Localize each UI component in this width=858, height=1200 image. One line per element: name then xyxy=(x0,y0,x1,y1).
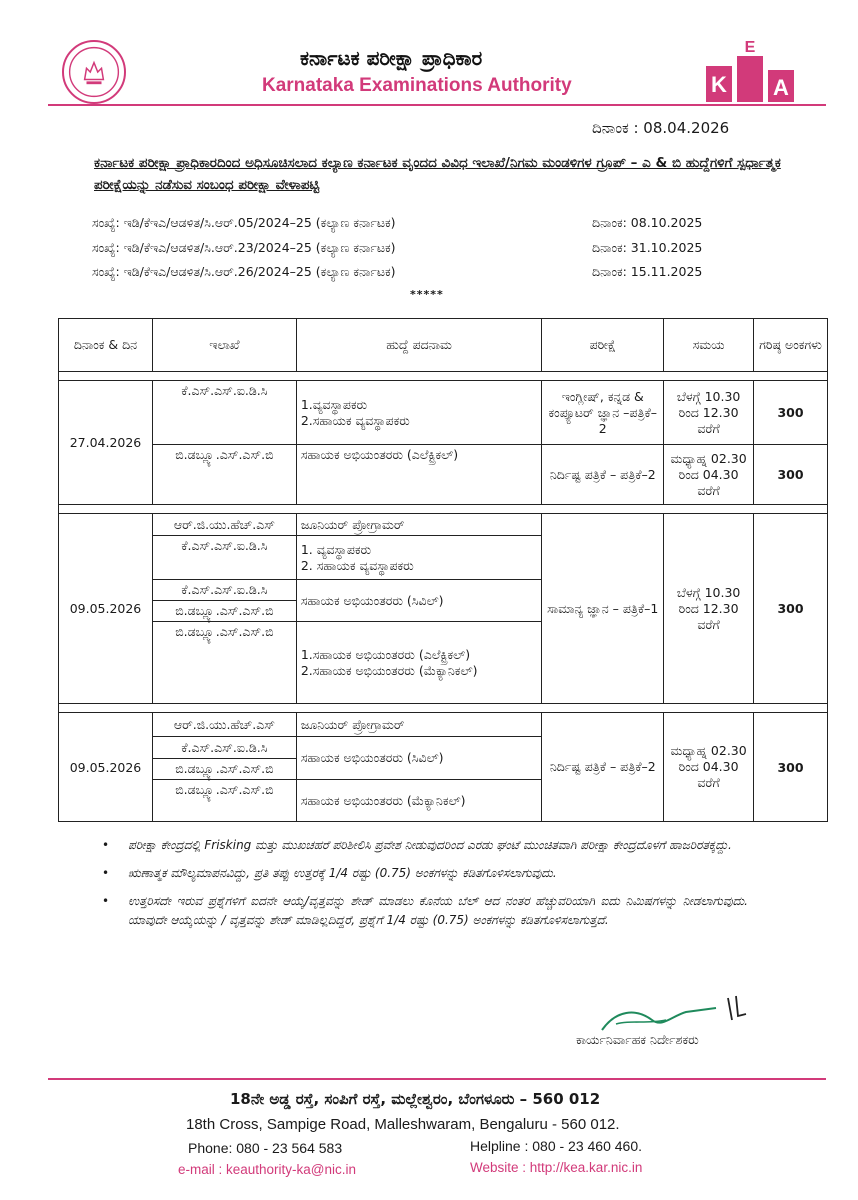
post-name: 2. ಸಹಾಯಕ ವ್ಯವಸ್ಥಾಪಕರು xyxy=(300,557,414,573)
instruction-text: ಪರೀಕ್ಷಾ ಕೇಂದ್ರದಲ್ಲಿ Frisking ಮತ್ತು ಮುಖಚಹರೆ ಪರಿಶೀಲಿಸಿ ಪ್ರವೇಶ ನೀಡುವುದರಿಂದ ಎರಡು ಘಂಟೆ ಮುಂಚಿತವಾಗಿ ಪರೀಕ್ಷಾ ಕೇಂದ್ರದೊಳಗೆ ಹಾಜರಿರತಕ್ಕದ್ದು. xyxy=(128,838,732,852)
time-cell: ಮಧ್ಯಾಹ್ನ 02.30 ರಿಂದ 04.30 ವರೆಗೆ xyxy=(664,445,754,505)
exam-cell: ನಿರ್ದಿಷ್ಟ ಪತ್ರಿಕೆ – ಪತ್ರಿಕೆ–2 xyxy=(542,445,664,505)
instruction-text: ಉತ್ತರಿಸದೇ ಇರುವ ಪ್ರಶ್ನೆಗಳಿಗೆ ಐದನೇ ಆಯ್ಕೆ/ವೃತ್ತವನ್ನು ಶೇಡ್ ಮಾಡಲು ಕೊನೆಯ ಬೆಲ್ ಆದ ನಂತರ ಹೆಚ್ಚುವರಿಯಾಗಿ ಐದು ನಿಮಿಷಗಳನ್ನು ನೀಡಲಾಗುವುದು. ಯಾವುದೇ ಆಯ್ಕೆಯನ್ನು / ವೃತ್ತವನ್ನು ಶೇಡ್ ಮಾಡಿಲ್ಲದಿದ್ದರೆ, ಪ್ರಶ್ನೆಗೆ 1/4 ರಷ್ಟು (0.75) ಅಂಕಗಳನ್ನು ಕಡಿತಗೊಳಿಸಲಾಗುತ್ತದೆ. xyxy=(128,894,748,927)
col-header-exam: ಪರೀಕ್ಷೆ xyxy=(542,319,664,372)
department-cell: ಕೆ.ಎಸ್.ಎಸ್.ಐ.ಡಿ.ಸಿ xyxy=(152,381,296,445)
list-item: • ಉತ್ತರಿಸದೇ ಇರುವ ಪ್ರಶ್ನೆಗಳಿಗೆ ಐದನೇ ಆಯ್ಕೆ/ವೃತ್ತವನ್ನು ಶೇಡ್ ಮಾಡಲು ಕೊನೆಯ ಬೆಲ್ ಆದ ನಂತರ ಹೆಚ್ಚುವರಿಯಾಗಿ ಐದು ನಿಮಿಷಗಳನ್ನು ನೀಡಲಾಗುವುದು. ಯಾವುದೇ ಆಯ್ಕೆಯನ್ನು / ವೃತ್ತವನ್ನು ಶೇಡ್ ಮಾಡಿಲ್ಲದಿದ್ದರೆ, ಪ್ರಶ್ನೆಗೆ 1/4 ರಷ್ಟು (0.75) ಅಂಕಗಳನ್ನು ಕಡಿತಗೊಳಿಸಲಾಗುತ್ತದೆ. xyxy=(102,894,748,927)
marks-cell: 300 xyxy=(754,713,828,822)
helpline-number: Helpline : 080 - 23 460 460. xyxy=(470,1138,643,1154)
col-header-date: ದಿನಾಂಕ & ದಿನ xyxy=(59,319,153,372)
post-cell: ಜೂನಿಯರ್ ಪ್ರೋಗ್ರಾಮರ್ xyxy=(296,514,542,536)
footer-divider xyxy=(48,1078,826,1080)
post-name: 1. ವ್ಯವಸ್ಥಾಪಕರು xyxy=(300,541,372,557)
department-cell: ಕೆ.ಎಸ್.ಎಸ್.ಐ.ಡಿ.ಸಿ xyxy=(152,580,296,601)
post-name: 2.ಸಹಾಯಕ ಅಭಿಯಂತರರು (ಮೆಕ್ಯಾನಿಕಲ್) xyxy=(300,662,478,678)
department-cell: ಬಿ.ಡಬ್ಲ್ಯೂ.ಎಸ್.ಎಸ್.ಬಿ xyxy=(152,780,296,822)
table-row xyxy=(59,713,828,737)
department-cell: ಬಿ.ಡಬ್ಲ್ಯೂ.ಎಸ್.ಎಸ್.ಬಿ xyxy=(152,601,296,622)
instruction-text: ಋಣಾತ್ಮಕ ಮೌಲ್ಯಮಾಪನವಿದ್ದು, ಪ್ರತಿ ತಪ್ಪು ಉತ್ತರಕ್ಕೆ 1/4 ರಷ್ಟು (0.75) ಅಂಕಗಳನ್ನು ಕಡಿತಗೊಳಿಸಲಾಗುವುದು. xyxy=(128,866,557,880)
signatory-designation: ಕಾರ್ಯನಿರ್ವಾಹಕ ನಿರ್ದೇಶಕರು xyxy=(576,1032,699,1047)
email-link[interactable]: e-mail : keauthority-ka@nic.in xyxy=(178,1162,357,1177)
post-cell xyxy=(296,381,542,445)
department-cell: ಬಿ.ಡಬ್ಲ್ಯೂ.ಎಸ್.ಎಸ್.ಬಿ xyxy=(152,759,296,780)
address-english: 18th Cross, Sampige Road, Malleshwaram, Bengaluru - 560 012. xyxy=(186,1116,620,1133)
exam-cell: ಇಂಗ್ಲೀಷ್, ಕನ್ನಡ & ಕಂಪ್ಯೂಟರ್ ಜ್ಞಾನ –ಪತ್ರಿಕೆ–2 xyxy=(542,381,664,445)
post-name: 1.ವ್ಯವಸ್ಥಾಪಕರು xyxy=(300,396,368,412)
reference-number: ಸಂಖ್ಯೆ: ಇಡಿ/ಕೆಇಎ/ಆಡಳಿತ/ಸಿ.ಆರ್.26/2024–25 (ಕಲ್ಯಾಣ ಕರ್ನಾಟಕ) xyxy=(92,264,396,279)
post-cell: ಜೂನಿಯರ್ ಪ್ರೋಗ್ರಾಮರ್ xyxy=(296,713,542,737)
post-cell xyxy=(296,536,542,580)
time-cell: ಮಧ್ಯಾಹ್ನ 02.30 ರಿಂದ 04.30 ವರೆಗೆ xyxy=(664,713,754,822)
col-header-post: ಹುದ್ದೆ ಪದನಾಮ xyxy=(296,319,542,372)
marks-cell: 300 xyxy=(754,514,828,704)
department-cell: ಆರ್.ಜಿ.ಯು.ಹೆಚ್.ಎಸ್ xyxy=(152,713,296,737)
post-name: 2.ಸಹಾಯಕ ವ್ಯವಸ್ಥಾಪಕರು xyxy=(300,412,410,428)
reference-date: ದಿನಾಂಕ: 15.11.2025 xyxy=(592,264,703,279)
reference-number: ಸಂಖ್ಯೆ: ಇಡಿ/ಕೆಇಎ/ಆಡಳಿತ/ಸಿ.ಆರ್.05/2024–25 (ಕಲ್ಯಾಣ ಕರ್ನಾಟಕ) xyxy=(92,215,396,230)
marks-cell: 300 xyxy=(754,445,828,505)
department-cell: ಕೆ.ಎಸ್.ಎಸ್.ಐ.ಡಿ.ಸಿ xyxy=(152,737,296,759)
department-cell: ಬಿ.ಡಬ್ಲ್ಯೂ.ಎಸ್.ಎಸ್.ಬಿ xyxy=(152,622,296,704)
col-header-time: ಸಮಯ xyxy=(664,319,754,372)
address-kannada: 18ನೇ ಅಡ್ಡ ರಸ್ತೆ, ಸಂಪಿಗೆ ರಸ್ತೆ, ಮಲ್ಲೇಶ್ವರಂ, ಬೆಂಗಳೂರು – 560 012 xyxy=(230,1090,601,1108)
website-link[interactable]: Website : http://kea.kar.nic.in xyxy=(470,1160,643,1175)
phone-number: Phone: 080 - 23 564 583 xyxy=(188,1140,343,1156)
exam-cell: ನಿರ್ದಿಷ್ಟ ಪತ್ರಿಕೆ – ಪತ್ರಿಕೆ–2 xyxy=(542,713,664,822)
instructions-list xyxy=(102,836,748,939)
post-cell xyxy=(296,622,542,704)
header-divider xyxy=(48,104,826,106)
table-row xyxy=(59,445,828,505)
post-cell: ಸಹಾಯಕ ಅಭಿಯಂತರರು (ಎಲೆಕ್ಟ್ರಿಕಲ್) xyxy=(296,445,542,505)
exam-cell: ಸಾಮಾನ್ಯ ಜ್ಞಾನ – ಪತ್ರಿಕೆ–1 xyxy=(542,514,664,704)
marks-cell: 300 xyxy=(754,381,828,445)
col-header-marks: ಗರಿಷ್ಠ ಅಂಕಗಳು xyxy=(754,319,828,372)
subject-line: ಕರ್ನಾಟಕ ಪರೀಕ್ಷಾ ಪ್ರಾಧಿಕಾರದಿಂದ ಅಧಿಸೂಚಿಸಲಾದ ಕಲ್ಯಾಣ ಕರ್ನಾಟಕ ವೃಂದದ ವಿವಿಧ ಇಲಾಖೆ/ನಿಗಮ ಮಂಡಳಿಗಳ ಗ್ರೂಪ್ – ಎ & ಬಿ ಹುದ್ದೆಗಳಿಗೆ ಸ್ಪರ್ಧಾತ್ಮಕ ಪರೀಕ್ಷೆಯನ್ನು ನಡೆಸುವ ಸಂಬಂಧ ಪರೀಕ್ಷಾ ವೇಳಾಪಟ್ಟಿ xyxy=(94,155,781,193)
post-name: 1.ಸಹಾಯಕ ಅಭಿಯಂತರರು (ಎಲೆಕ್ಟ್ರಿಕಲ್) xyxy=(300,646,471,662)
time-cell: ಬೆಳಗ್ಗೆ 10.30 ರಿಂದ 12.30 ವರೆಗೆ xyxy=(664,514,754,704)
table-header-row xyxy=(59,319,828,372)
exam-date-cell: 09.05.2026 xyxy=(59,713,153,822)
separator-stars: ***** xyxy=(410,288,444,301)
reference-date: ದಿನಾಂಕ: 08.10.2025 xyxy=(592,215,703,230)
svg-text:A: A xyxy=(773,75,789,100)
reference-date: ದಿನಾಂಕ: 31.10.2025 xyxy=(592,240,703,255)
post-cell: ಸಹಾಯಕ ಅಭಿಯಂತರರು (ಮೆಕ್ಯಾನಿಕಲ್) xyxy=(296,780,542,822)
reference-number: ಸಂಖ್ಯೆ: ಇಡಿ/ಕೆಇಎ/ಆಡಳಿತ/ಸಿ.ಆರ್.23/2024–25 (ಕಲ್ಯಾಣ ಕರ್ನಾಟಕ) xyxy=(92,240,396,255)
post-cell: ಸಹಾಯಕ ಅಭಿಯಂತರರು (ಸಿವಿಲ್) xyxy=(296,580,542,622)
department-cell: ಆರ್.ಜಿ.ಯು.ಹೆಚ್.ಎಸ್ xyxy=(152,514,296,536)
exam-schedule-table xyxy=(58,318,828,822)
kea-logo xyxy=(706,40,794,102)
svg-text:K: K xyxy=(711,72,727,97)
exam-date-cell: 09.05.2026 xyxy=(59,514,153,704)
authority-title-kannada: ಕರ್ನಾಟಕ ಪರೀಕ್ಷಾ ಪ್ರಾಧಿಕಾರ xyxy=(300,46,483,70)
list-item: • ಪರೀಕ್ಷಾ ಕೇಂದ್ರದಲ್ಲಿ Frisking ಮತ್ತು ಮುಖಚಹರೆ ಪರಿಶೀಲಿಸಿ ಪ್ರವೇಶ ನೀಡುವುದರಿಂದ ಎರಡು ಘಂಟೆ ಮುಂಚಿತವಾಗಿ ಪರೀಕ್ಷಾ ಕೇಂದ್ರದೊಳಗೆ ಹಾಜರಿರತಕ್ಕದ್ದು. xyxy=(102,838,732,852)
exam-date-cell: 27.04.2026 xyxy=(59,381,153,505)
department-cell: ಬಿ.ಡಬ್ಲ್ಯೂ.ಎಸ್.ಎಸ್.ಬಿ xyxy=(152,445,296,505)
svg-text:E: E xyxy=(744,40,756,56)
time-cell: ಬೆಳಗ್ಗೆ 10.30 ರಿಂದ 12.30 ವರೆಗೆ xyxy=(664,381,754,445)
col-header-department: ಇಲಾಖೆ xyxy=(152,319,296,372)
department-cell: ಕೆ.ಎಸ್.ಎಸ್.ಐ.ಡಿ.ಸಿ xyxy=(152,536,296,580)
post-cell: ಸಹಾಯಕ ಅಭಿಯಂತರರು (ಸಿವಿಲ್) xyxy=(296,737,542,780)
table-row xyxy=(59,514,828,536)
list-item: • ಋಣಾತ್ಮಕ ಮೌಲ್ಯಮಾಪನವಿದ್ದು, ಪ್ರತಿ ತಪ್ಪು ಉತ್ತರಕ್ಕೆ 1/4 ರಷ್ಟು (0.75) ಅಂಕಗಳನ್ನು ಕಡಿತಗೊಳಿಸಲಾಗುವುದು. xyxy=(102,866,557,880)
kea-seal-logo xyxy=(62,40,126,104)
table-row xyxy=(59,381,828,445)
document-date: ದಿನಾಂಕ : 08.04.2026 xyxy=(592,119,730,137)
authority-title-english: Karnataka Examinations Authority xyxy=(262,75,572,96)
